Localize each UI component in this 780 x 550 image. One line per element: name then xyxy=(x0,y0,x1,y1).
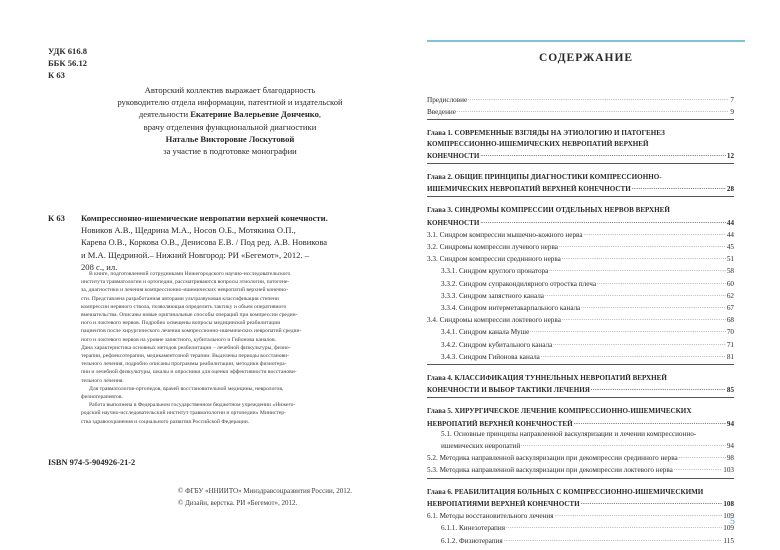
toc-entry[interactable] xyxy=(427,350,734,362)
toc-entry-label: 3.1. Синдром компрессии мышечно-кожного нерва xyxy=(427,230,583,239)
abstract-line: ства здравоохранения и социального развития Российской Федерации. xyxy=(81,418,250,425)
abstract xyxy=(81,270,337,426)
chapter-entry[interactable] xyxy=(427,149,734,161)
isbn: ISBN 974-5-904926-21-2 xyxy=(48,458,136,467)
chapter-title-line: Глава 5. ХИРУРГИЧЕСКОЕ ЛЕЧЕНИЕ КОМПРЕССИОННО-ИШЕМИЧЕСКИХ xyxy=(427,407,692,416)
chapter-entry[interactable] xyxy=(427,417,734,429)
acknowledgement xyxy=(95,84,365,157)
toc-leader-dots xyxy=(468,93,729,105)
toc-page-number: 103 xyxy=(723,466,734,475)
toc-entry-label: КОНЕЧНОСТИ xyxy=(427,218,480,227)
toc-chapter xyxy=(427,205,734,227)
toc-chapter xyxy=(427,487,734,509)
toc-entry-label: ИШЕМИЧЕСКИХ НЕВРОПАТИЙ ВЕРХНЕЙ КОНЕЧНОСТИ xyxy=(427,185,631,194)
chapter-title-line: Глава 6. РЕАБИЛИТАЦИЯ БОЛЬНЫХ С КОМПРЕССИОННО-ИШЕМИЧЕСКИМИ xyxy=(427,487,704,496)
toc-entry[interactable] xyxy=(427,240,734,252)
toc-leader-dots xyxy=(679,451,726,463)
abstract-line: сти. Представлена разработанная авторами ультразвуковая классификация степени xyxy=(81,295,279,302)
abstract-line: Дана характеристика основных методов реабилитации – лечебной физкультуры, физио- xyxy=(81,344,291,351)
catalog-code: К 63 xyxy=(48,213,65,223)
toc-entry-label: Введение xyxy=(427,108,456,117)
page-number: 5 xyxy=(730,516,735,527)
abstract-line: Работа выполнена в Федеральном государственном бюджетном учреждении «Нижего- xyxy=(89,402,296,409)
chapter-title-line: Глава 4. КЛАССИФИКАЦИЯ ТУННЕЛЬНЫХ НЕВРОПАТИЙ ВЕРХНЕЙ xyxy=(427,374,667,383)
toc-page-number: 51 xyxy=(726,255,734,264)
ack-line: Авторский коллектив выражает благодарность xyxy=(144,85,316,95)
chapter-title-line: Глава 2. ОБЩИЕ ПРИНЦИПЫ ДИАГНОСТИКИ КОМПРЕССИОННО- xyxy=(427,173,662,182)
toc-entry-label: 3.3. Синдром компрессии срединного нерва xyxy=(427,255,561,264)
toc-leader-dots xyxy=(584,228,726,240)
toc-entry-label: Предисловие xyxy=(427,96,468,104)
toc-page-number: 44 xyxy=(726,230,734,239)
table-of-contents xyxy=(427,93,734,546)
toc-entry[interactable] xyxy=(427,521,734,533)
ack-name: Екатерине Валерьевне Донченко xyxy=(190,109,319,120)
toc-entry-label: КОНЕЧНОСТИ xyxy=(427,151,480,160)
chapter-divider xyxy=(427,163,734,164)
abstract-line: физиотерапевтов. xyxy=(81,394,123,401)
toc-entry-label: 3.4. Синдромы компрессии локтевого нерва xyxy=(427,316,561,325)
toc-entry-label: 5.3. Методика направленной васкуляризации при декомпрессии локтевого нерва xyxy=(427,466,673,475)
toc-page-number: 81 xyxy=(726,352,734,361)
toc-entry[interactable] xyxy=(427,105,734,117)
toc-entry-label: 6.1. Методы восстановительного лечения xyxy=(427,512,554,521)
ack-line xyxy=(95,133,365,145)
toc-leader-dots xyxy=(562,313,726,325)
toc-leader-dots xyxy=(549,264,725,276)
toc-entry[interactable] xyxy=(427,451,734,463)
toc-entry-label: 3.3.4. Синдром интерметакарпального канала xyxy=(441,304,581,313)
toc-entry-label: ишемических невропатий xyxy=(441,442,521,451)
toc-page-number: 109 xyxy=(723,524,734,533)
abstract-line: Для травматологов-ортопедов, врачей восстановительной медицины, неврологов, xyxy=(89,385,284,392)
ack-line: врачу отделения функциональной диагностики xyxy=(143,121,317,132)
toc-entry-label: 5.1. Основные принципы направленной васкуляризации и лечении компрессионно- xyxy=(441,429,697,438)
toc-title: СОДЕРЖАНИЕ xyxy=(538,52,634,64)
abstract-line: В книге, подготовленной сотрудниками Нижегородского научно-исследовательского xyxy=(89,271,291,277)
toc-entry[interactable] xyxy=(427,338,734,350)
abstract-line: терапии, рефлексотерапии, медикаментозной терапии. Выделены периоды восстанови- xyxy=(81,353,290,360)
chapter-entry[interactable] xyxy=(427,383,734,395)
toc-leader-dots xyxy=(521,439,726,451)
toc-entry-label: 3.2. Синдромы компрессии лучевого нерва xyxy=(427,243,558,252)
ack-line: деятельности Екатерине Валерьевне Донченко, xyxy=(138,109,322,120)
chapter-divider xyxy=(427,196,734,197)
toc-page-number: 9 xyxy=(730,108,734,117)
toc-page-number: 98 xyxy=(726,454,734,463)
chapter-entry[interactable] xyxy=(427,182,734,194)
toc-page-number: 44 xyxy=(726,218,734,227)
toc-leader-dots xyxy=(559,240,726,252)
toc-entry-label: 6.1.2. Физиотерапия xyxy=(441,536,503,545)
toc-entry[interactable] xyxy=(427,252,734,264)
toc-entry[interactable] xyxy=(427,325,734,337)
toc-leader-dots xyxy=(506,521,722,533)
chapter-divider xyxy=(427,397,734,398)
toc-entry-label: 3.3.2. Синдром супракондилярного отростка плеча xyxy=(441,279,597,288)
toc-page-number: 94 xyxy=(726,419,734,428)
toc-leader-dots xyxy=(553,338,726,350)
catalog-line: Карева О.В., Коркова О.В., Денисова Е.В. / Под ред. А.В. Новикова xyxy=(81,237,328,248)
toc-entry-label: 3.3.3. Синдром запястного канала xyxy=(441,291,544,300)
toc-page-number: 28 xyxy=(726,185,734,194)
toc-page-number: 94 xyxy=(726,442,734,451)
toc-chapter xyxy=(427,406,734,428)
toc-page-number: 109 xyxy=(723,512,734,521)
copyright-line: © ФГБУ «ННИИТО» Минздравсоцразвития России, 2012. xyxy=(178,487,353,495)
toc-entry-label: 3.4.1. Синдром канала Муше xyxy=(441,328,530,337)
abstract-line: за, диагностики и лечения компрессионно-ишемических невропатий верхней конечно- xyxy=(81,287,288,294)
toc-entry[interactable] xyxy=(427,264,734,276)
toc-page-number: 70 xyxy=(726,328,734,337)
toc-page-number: 45 xyxy=(726,243,734,252)
toc-leader-dots xyxy=(541,350,726,362)
abstract-line: пациентов после хирургического лечения компрессионно-ишемических невропатий средин- xyxy=(81,328,302,335)
toc-page-number: 62 xyxy=(726,291,734,300)
toc-leader-dots xyxy=(480,216,725,228)
toc-entry-label: НЕВРОПАТИЙ ВЕРХНЕЙ КОНЕЧНОСТЕЙ xyxy=(427,419,573,428)
ack-line: руководителю отдела информации, патентной и издательской xyxy=(117,97,343,108)
chapter-divider xyxy=(427,119,734,120)
toc-page-number: 108 xyxy=(723,499,734,508)
toc-entry-label: 3.4.2. Синдром кубитального канала xyxy=(441,340,553,349)
catalog-line: Новиков А.В., Щедрина М.А., Носов О.Б., Мотякина О.П., xyxy=(81,225,296,236)
toc-entry-label: 6.1.1. Кинезотерапия xyxy=(441,524,506,533)
toc-leader-dots xyxy=(545,289,726,301)
toc-entry[interactable] xyxy=(427,313,734,325)
toc-leader-dots xyxy=(632,182,726,194)
chapter-title-line: КОМПРЕССИОННО-ИШЕМИЧЕСКИХ НЕВРОПАТИЙ ВЕРХНЕЙ xyxy=(427,139,649,148)
toc-entry[interactable] xyxy=(427,277,734,289)
copyright xyxy=(178,486,352,509)
toc-page-number: 68 xyxy=(726,316,734,325)
toc-page-number: 71 xyxy=(726,340,734,349)
toc-page-number: 67 xyxy=(726,304,734,313)
toc-entry[interactable] xyxy=(427,439,734,451)
chapter-divider xyxy=(427,478,734,479)
classification-codes xyxy=(48,45,87,81)
toc-page-number: 7 xyxy=(730,96,734,104)
chapter-divider xyxy=(427,364,734,365)
toc-leader-dots xyxy=(581,301,725,313)
toc-entry[interactable] xyxy=(427,301,734,313)
abstract-line: родский научно-исследовательский институт травматологии и ортопедии» Министер- xyxy=(81,410,286,417)
toc-leader-dots xyxy=(562,252,726,264)
toc-entry[interactable] xyxy=(427,534,734,546)
toc-entry[interactable] xyxy=(427,289,734,301)
toc-entry[interactable] xyxy=(427,228,734,240)
catalog-line: и М.А. Щедриной.– Нижний Новгород: РИ «Бегемот», 2012. – xyxy=(81,249,310,260)
toc-page-number: 85 xyxy=(726,386,734,395)
catalog-line: 208 с., ил. xyxy=(81,261,118,272)
toc-chapter xyxy=(427,373,734,395)
chapter-entry[interactable] xyxy=(427,216,734,228)
abstract-line: вмешательства. Описаны новые оригинальные способы операций при компрессии средин- xyxy=(81,312,298,319)
bbk-code: ББК 56.12 xyxy=(48,58,88,68)
toc-leader-dots xyxy=(504,534,723,546)
udk-code: УДК 616.8 xyxy=(48,46,88,56)
catalog-body xyxy=(81,212,381,273)
toc-leader-dots xyxy=(457,105,729,117)
toc-page-number: 12 xyxy=(726,151,734,160)
toc-leader-dots xyxy=(581,497,723,509)
toc-leader-dots xyxy=(480,149,725,161)
toc-leader-dots xyxy=(574,417,726,429)
toc-chapter xyxy=(427,128,734,161)
toc-entry-label: 3.4.3. Синдром Гийонова канала xyxy=(441,352,540,361)
abstract-line: ного и локтевого нервов. Подробно освещены вопросы медицинской реабилитации xyxy=(81,320,281,327)
toc-leader-dots xyxy=(591,383,726,395)
toc-entry-label: 5.2. Методика направленной васкуляризации при декомпрессии срединного нерва xyxy=(427,454,678,463)
toc-leader-dots xyxy=(597,277,726,289)
abstract-line: ного и локтевого нервов на уровне запястного, кубитального и Гийонова каналов. xyxy=(81,336,277,343)
ack-line: за участие в подготовке монографии xyxy=(163,146,297,157)
accent-rule xyxy=(427,40,745,42)
toc-entry[interactable] xyxy=(427,509,734,521)
toc-page-number: 60 xyxy=(726,279,734,288)
toc-entry[interactable] xyxy=(427,463,734,475)
toc-leader-dots xyxy=(674,463,722,475)
toc-entry-label: 3.3.1. Синдром круглого пронатора xyxy=(441,267,549,276)
toc-page-number: 115 xyxy=(723,536,734,545)
toc-entry-label: НЕВРОПАТИЯМИ ВЕРХНЕЙ КОНЕЧНОСТИ xyxy=(427,499,580,508)
copyright-line: © Дизайн, верстка. РИ «Бегемот», 2012. xyxy=(178,498,298,507)
toc-entry[interactable] xyxy=(427,93,734,105)
chapter-entry[interactable] xyxy=(427,497,734,509)
book-title: Компрессионно-ишемические невропатии верхней конечности. xyxy=(81,213,328,223)
abstract-line: тельного лечения. xyxy=(81,377,124,384)
abstract-line: пии и лечебной физкультуры, шкалы и опросники для оценки эффективности восстанови- xyxy=(81,369,297,376)
abstract-line: компрессии нервного ствола, позволяющая определить тактику и объем оперативного xyxy=(81,303,287,310)
abstract-line: тельного лечения, подробно описаны программы реабилитации, методики физиотера- xyxy=(81,361,287,368)
chapter-title-line: Глава 1. СОВРЕМЕННЫЕ ВЗГЛЯДЫ НА ЭТИОЛОГИЮ И ПАТОГЕНЕЗ xyxy=(427,129,665,138)
toc-leader-dots xyxy=(530,325,726,337)
toc-chapter xyxy=(427,172,734,194)
chapter-title-line: Глава 3. СИНДРОМЫ КОМПРЕССИИ ОТДЕЛЬНЫХ НЕРВОВ ВЕРХНЕЙ xyxy=(427,206,670,215)
ack-name: Наталье Викторовне Лоскутовой xyxy=(165,133,295,144)
abstract-line: института травматологии и ортопедии, рассматриваются вопросы этиологии, патогене- xyxy=(81,279,290,286)
toc-page-number: 58 xyxy=(726,267,734,276)
toc-entry-label: КОНЕЧНОСТИ И ВЫБОР ТАКТИКИ ЛЕЧЕНИЯ xyxy=(427,386,590,395)
author-mark: К 63 xyxy=(48,70,65,80)
toc-leader-dots xyxy=(555,509,723,521)
